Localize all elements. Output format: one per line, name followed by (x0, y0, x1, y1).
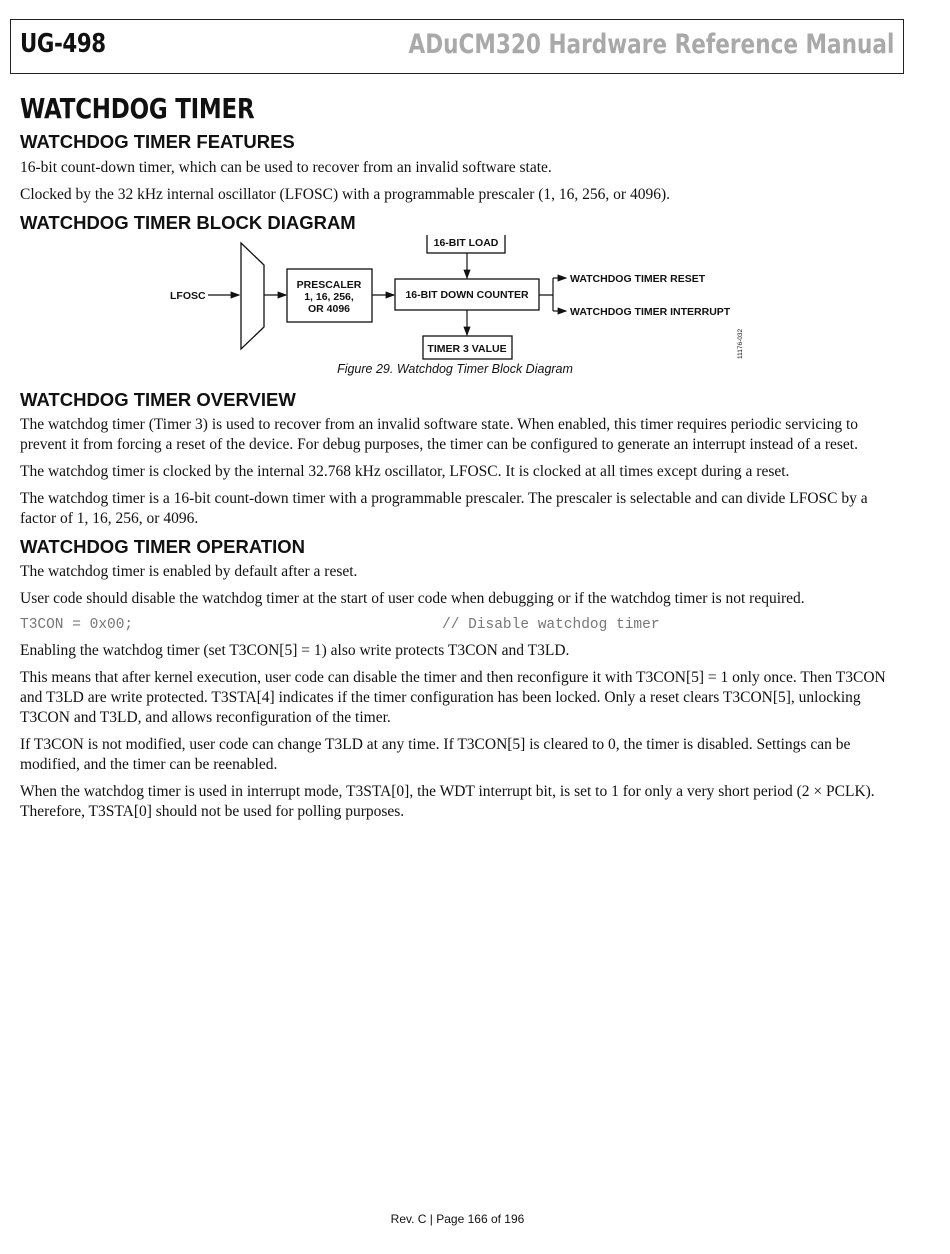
reset-output-label: WATCHDOG TIMER RESET (570, 273, 706, 285)
overview-paragraph-1: The watchdog timer (Timer 3) is used to recover from an invalid software state. When enabled, this timer requires periodic servicing to prevent it from forcing a reset of the device. For debug purposes, the timer can be configured to generate an interrupt instead of a reset. (20, 416, 859, 453)
features-paragraph-2: Clocked by the 32 kHz internal oscillator (LFOSC) with a programmable prescaler (1, 16, 256, or 4096). (20, 186, 670, 203)
operation-heading: WATCHDOG TIMER OPERATION (20, 536, 306, 557)
operation-paragraph-3: Enabling the watchdog timer (set T3CON[5] = 1) also write protects T3CON and T3LD. (20, 642, 570, 659)
code-statement: T3CON = 0x00; (20, 617, 134, 633)
features-paragraph-1: 16-bit count-down timer, which can be used to recover from an invalid software state. (20, 159, 552, 176)
overview-heading: WATCHDOG TIMER OVERVIEW (20, 389, 296, 410)
doc-title: ADuCM320 Hardware Reference Manual (408, 29, 894, 60)
lfosc-label: LFOSC (170, 290, 206, 302)
load-label: 16-BIT LOAD (433, 237, 499, 249)
counter-output-branch (539, 278, 553, 311)
features-heading: WATCHDOG TIMER FEATURES (20, 131, 295, 152)
code-line (20, 615, 890, 635)
watchdog-block-diagram (20, 235, 890, 363)
operation-paragraph-1: The watchdog timer is enabled by default after a reset. (20, 563, 358, 580)
page-footer: Rev. C | Page 166 of 196 (390, 1212, 525, 1226)
prescaler-label-line2: 1, 16, 256, (304, 291, 354, 303)
overview-paragraph-2: The watchdog timer is clocked by the internal 32.768 kHz oscillator, LFOSC. It is clocked at all times except during a reset. (20, 463, 790, 480)
down-counter-label: 16-BIT DOWN COUNTER (405, 289, 529, 301)
operation-paragraph-5: If T3CON is not modified, user code can change T3LD at any time. If T3CON[5] is cleared to 0, the timer is disabled. Settings can be modified, and the timer can be reenabled. (20, 736, 851, 773)
timer3-value-label: TIMER 3 VALUE (427, 343, 507, 355)
prescaler-label-line3: OR 4096 (307, 303, 351, 315)
section-title: WATCHDOG TIMER (20, 92, 255, 125)
page-header (10, 19, 904, 74)
code-comment: // Disable watchdog timer (442, 617, 660, 633)
mux-shape (241, 243, 264, 349)
operation-paragraph-2: User code should disable the watchdog timer at the start of user code when debugging or if the watchdog timer is not required. (20, 590, 805, 607)
figure-code: 11176-032 (737, 328, 744, 359)
page-content (20, 92, 890, 822)
operation-paragraph-6: When the watchdog timer is used in interrupt mode, T3STA[0], the WDT interrupt bit, is set to 1 for only a very short period (2 × PCLK). Therefore, T3STA[0] should not be used for polling purposes. (20, 783, 875, 820)
operation-paragraph-4: This means that after kernel execution, user code can disable the timer and then reconfigure it with T3CON[5] = 1 only once. Then T3CON and T3LD are write protected. T3STA[4] indicates if the timer configuration has been locked. Only a reset clears T3CON[5], unlocking T3CON and T3LD, and allows reconfiguration of the timer. (20, 669, 886, 726)
figure-caption: Figure 29. Watchdog Timer Block Diagram (337, 362, 573, 376)
block-diagram-heading: WATCHDOG TIMER BLOCK DIAGRAM (20, 212, 356, 233)
prescaler-label-line1: PRESCALER (296, 279, 362, 291)
interrupt-output-label: WATCHDOG TIMER INTERRUPT (570, 306, 731, 318)
overview-paragraph-3: The watchdog timer is a 16-bit count-down timer with a programmable prescaler. The prescaler is selectable and can divide LFOSC by a factor of 1, 16, 256, or 4096. (20, 490, 868, 527)
doc-id: UG-498 (20, 29, 106, 59)
